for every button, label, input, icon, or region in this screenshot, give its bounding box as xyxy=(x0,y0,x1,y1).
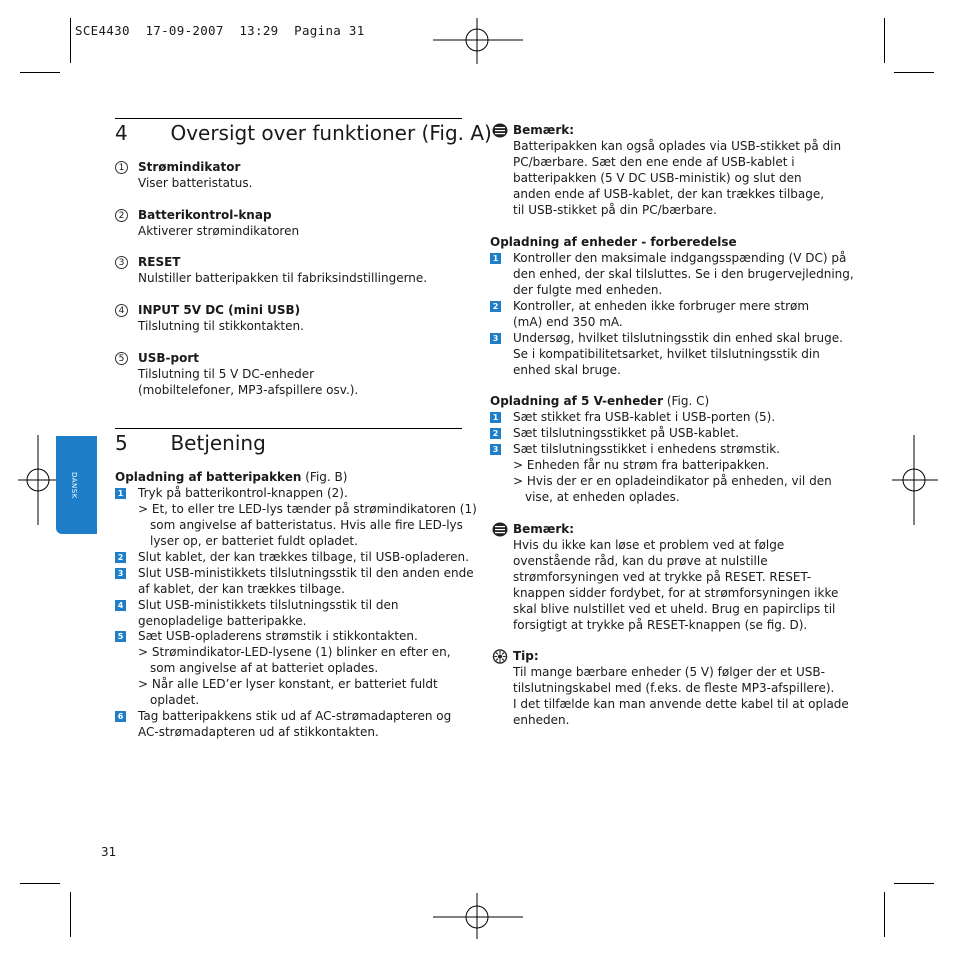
step-line: Tryk på batterikontrol-knappen (2). xyxy=(138,486,348,500)
feature-desc: Tilslutning til 5 V DC-enheder xyxy=(138,367,315,381)
step-number: 3 xyxy=(115,568,126,579)
section4-heading xyxy=(115,121,492,145)
five-v-line: > Enheden får nu strøm fra batteripakken. xyxy=(513,458,770,472)
slug-page: Pagina 31 xyxy=(294,23,365,38)
charging-subtitle xyxy=(115,469,347,485)
step-number: 4 xyxy=(115,600,126,611)
tip-line: tilslutningskabel med (f.eks. de fleste MP3-afspillere). xyxy=(513,681,835,695)
five-v-title-text: Opladning af 5 V-enheder xyxy=(490,394,663,408)
five-v-title-fig: (Fig. C) xyxy=(666,394,710,408)
step-number: 1 xyxy=(490,412,501,423)
note1-label: Bemærk: xyxy=(513,123,575,137)
five-v-line: Sæt tilslutningsstikket på USB-kablet. xyxy=(513,426,739,440)
tip-line: enheden. xyxy=(513,713,570,727)
step-line: opladet. xyxy=(150,693,200,707)
tip-icon xyxy=(492,649,508,664)
note2-line: knappen sidder fordybet, for at strømforsyningen ikke xyxy=(513,586,839,600)
section4-title: Oversigt over funktioner (Fig. A) xyxy=(170,121,492,145)
registration-mark-right xyxy=(892,435,938,525)
language-tab xyxy=(56,436,97,534)
section5-number: 5 xyxy=(115,431,128,455)
section4-rule xyxy=(115,118,462,119)
step-line: lyser op, er batteriet fuldt opladet. xyxy=(150,534,358,548)
section5-heading xyxy=(115,431,266,455)
step-number: 3 xyxy=(490,333,501,344)
note2-line: ovenstående råd, kan du prøve at nulstille xyxy=(513,554,768,568)
print-slug xyxy=(75,23,365,38)
feature-title: INPUT 5V DC (mini USB) xyxy=(138,303,301,317)
step-line: som angivelse af at batteriet oplades. xyxy=(150,661,379,675)
note2-line: strømforsyningen ved at trykke på RESET. RESET- xyxy=(513,570,812,584)
note2-line: Hvis du ikke kan løse et problem ved at følge xyxy=(513,538,785,552)
step-line: som angivelse af batteristatus. Hvis alle fire LED-lys xyxy=(150,518,463,532)
step-line: Tag batteripakkens stik ud af AC-strømadapteren og xyxy=(138,709,452,723)
step-line: AC-strømadapteren ud af stikkontakten. xyxy=(138,725,379,739)
slug-date: 17-09-2007 xyxy=(145,23,224,38)
section5-title: Betjening xyxy=(170,431,266,455)
note1-line: Batteripakken kan også oplades via USB-stikket på din xyxy=(513,139,842,153)
step-line: > Strømindikator-LED-lysene (1) blinker en efter en, xyxy=(138,645,451,659)
tip-label: Tip: xyxy=(513,649,539,663)
note2-label: Bemærk: xyxy=(513,522,575,536)
prep-line: Kontroller den maksimale indgangsspænding (V DC) på xyxy=(513,251,847,265)
prep-line: der fulgte med enheden. xyxy=(513,283,663,297)
slug-file: SCE4430 xyxy=(75,23,130,38)
feature-title: Strømindikator xyxy=(138,160,241,174)
step-number: 6 xyxy=(115,711,126,722)
step-line: Slut USB-ministikkets tilslutningsstik til den xyxy=(138,598,399,612)
step-line: > Et, to eller tre LED-lys tænder på strømindikatoren (1) xyxy=(138,502,477,516)
prep-line: (mA) end 350 mA. xyxy=(513,315,623,329)
step-number: 5 xyxy=(115,631,126,642)
note1-line: batteripakken (5 V DC USB-ministik) og slut den xyxy=(513,171,802,185)
feature-number: 3 xyxy=(115,256,128,269)
note-icon xyxy=(492,123,508,138)
five-v-line: Sæt stikket fra USB-kablet i USB-porten (5). xyxy=(513,410,776,424)
feature-desc: Viser batteristatus. xyxy=(138,176,253,190)
registration-mark-top xyxy=(433,18,523,64)
feature-desc: Tilslutning til stikkontakten. xyxy=(138,319,304,333)
feature-title: Batterikontrol-knap xyxy=(138,208,272,222)
step-line: af kablet, der kan trækkes tilbage. xyxy=(138,582,345,596)
step-number: 3 xyxy=(490,444,501,455)
feature-number: 5 xyxy=(115,352,128,365)
language-label: DANSK xyxy=(70,472,78,499)
section4-number: 4 xyxy=(115,121,128,145)
step-line: genopladelige batteripakke. xyxy=(138,614,307,628)
feature-title: USB-port xyxy=(138,351,200,365)
step-number: 1 xyxy=(115,488,126,499)
prep-title: Opladning af enheder - forberedelse xyxy=(490,235,737,249)
step-line: Slut USB-ministikkets tilslutningsstik til den anden ende xyxy=(138,566,474,580)
step-line: Slut kablet, der kan trækkes tilbage, til USB-opladeren. xyxy=(138,550,469,564)
note2-line: forsigtigt at trykke på RESET-knappen (se fig. D). xyxy=(513,618,808,632)
section5-rule xyxy=(115,428,462,429)
note1-line: anden ende af USB-kablet, der kan trækkes tilbage, xyxy=(513,187,825,201)
step-line: Sæt USB-opladerens strømstik i stikkontakten. xyxy=(138,629,418,643)
note2-line: skal blive nulstillet ved et uheld. Brug en papirclips til xyxy=(513,602,836,616)
prep-line: den enhed, der skal tilsluttes. Se i den brugervejledning, xyxy=(513,267,854,281)
feature-number: 4 xyxy=(115,304,128,317)
feature-title: RESET xyxy=(138,255,181,269)
step-number: 1 xyxy=(490,253,501,264)
page-number: 31 xyxy=(101,845,117,859)
feature-desc: (mobiltelefoner, MP3-afspillere osv.). xyxy=(138,383,359,397)
note-icon xyxy=(492,522,508,537)
step-number: 2 xyxy=(490,301,501,312)
feature-desc: Aktiverer strømindikatoren xyxy=(138,224,300,238)
five-v-line: vise, at enheden oplades. xyxy=(525,490,680,504)
step-line: > Når alle LED’er lyser konstant, er batteriet fuldt xyxy=(138,677,438,691)
charging-subtitle-fig: (Fig. B) xyxy=(305,470,348,484)
five-v-line: > Hvis der er en opladeindikator på enheden, vil den xyxy=(513,474,832,488)
tip-line: I det tilfælde kan man anvende dette kabel til at oplade xyxy=(513,697,849,711)
prep-line: Undersøg, hvilket tilslutningsstik din enhed skal bruge. xyxy=(513,331,843,345)
charging-subtitle-text: Opladning af batteripakken xyxy=(115,470,302,484)
feature-number: 1 xyxy=(115,161,128,174)
step-number: 2 xyxy=(115,552,126,563)
feature-number: 2 xyxy=(115,209,128,222)
prep-line: Kontroller, at enheden ikke forbruger mere strøm xyxy=(513,299,810,313)
slug-time: 13:29 xyxy=(239,23,279,38)
step-number: 2 xyxy=(490,428,501,439)
prep-line: Se i kompatibilitetsarket, hvilket tilslutningsstik din xyxy=(513,347,820,361)
five-v-line: Sæt tilslutningsstikket i enhedens strømstik. xyxy=(513,442,781,456)
prep-line: enhed skal bruge. xyxy=(513,363,621,377)
note1-line: PC/bærbare. Sæt den ene ende af USB-kablet i xyxy=(513,155,795,169)
five-v-title xyxy=(490,393,709,409)
feature-desc: Nulstiller batteripakken til fabriksindstillingerne. xyxy=(138,271,428,285)
registration-mark-bottom xyxy=(433,893,523,939)
note1-line: til USB-stikket på din PC/bærbare. xyxy=(513,203,717,217)
tip-line: Til mange bærbare enheder (5 V) følger der et USB- xyxy=(513,665,825,679)
